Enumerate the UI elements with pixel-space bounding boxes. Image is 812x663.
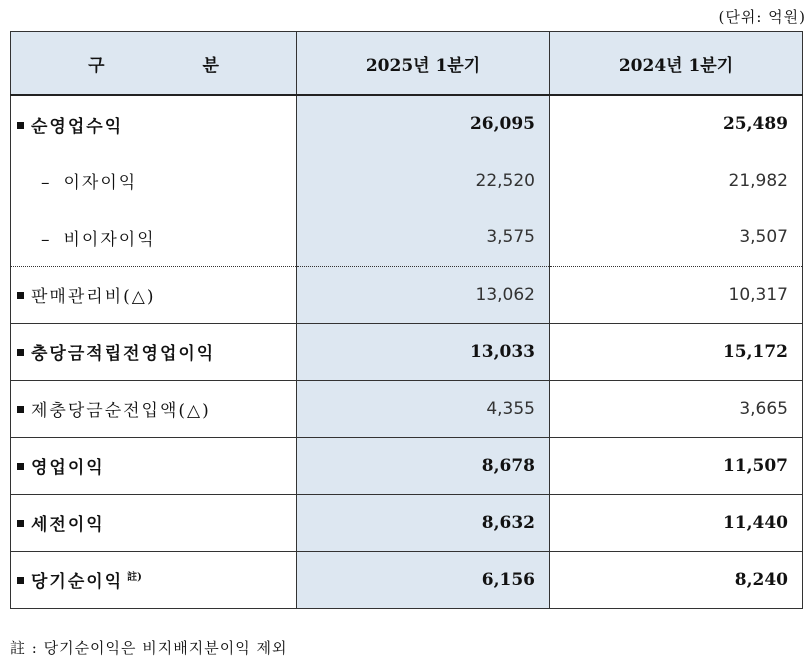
bullet-icon [17,577,24,584]
table-header-row [11,32,803,96]
row-label [11,209,297,266]
previous-value: 10,317 [550,266,803,323]
table-row-pre-provision-operating-profit [11,323,803,380]
row-label-text: 순영업수익 [31,116,124,137]
current-value: 4,355 [297,380,550,437]
footnote-marker: 註) [127,572,142,584]
footnote: 註 : 당기순이익은 비지배지분이익 제외 [10,639,288,657]
table-row-interest-income [11,152,803,209]
previous-value: 15,172 [550,323,803,380]
financial-summary-table [10,31,803,609]
dash-icon: – [41,173,52,193]
previous-value: 21,982 [550,152,803,209]
bullet-icon [17,349,24,356]
row-label-text: 영업이익 [31,458,105,478]
bullet-icon [17,292,24,299]
table-row-operating-profit [11,437,803,494]
current-value: 6,156 [297,551,550,608]
row-label-text: 비이자이익 [63,229,156,250]
bullet-icon [17,122,24,129]
row-label [11,323,297,380]
row-label [11,95,297,152]
dash-icon: – [41,229,52,250]
bullet-icon [17,520,24,527]
previous-value: 3,665 [550,380,803,437]
row-label [11,380,297,437]
current-value: 13,062 [297,266,550,323]
row-label [11,266,297,323]
header-previous-period: 2024년 1분기 [550,32,803,96]
row-label-text: 충당금적립전영업이익 [31,344,216,364]
row-label-text: 세전이익 [31,515,105,535]
header-category: 구 분 [11,32,297,96]
previous-value: 11,507 [550,437,803,494]
previous-value: 3,507 [550,209,803,266]
table-row-non-interest-income [11,209,803,266]
bullet-icon [17,406,24,413]
current-value: 13,033 [297,323,550,380]
table-row-sga-expenses [11,266,803,323]
row-label [11,551,297,608]
table-row-pretax-profit [11,494,803,551]
previous-value: 8,240 [550,551,803,608]
table-row-provisions [11,380,803,437]
row-label [11,437,297,494]
current-value: 26,095 [297,95,550,152]
row-label [11,494,297,551]
table-row-net-income [11,551,803,608]
current-value: 8,632 [297,494,550,551]
row-label-text: 판매관리비(△) [31,287,156,307]
previous-value: 11,440 [550,494,803,551]
row-label [11,152,297,209]
header-current-period: 2025년 1분기 [297,32,550,96]
table-row-net-operating-revenue [11,95,803,152]
current-value: 22,520 [297,152,550,209]
current-value: 3,575 [297,209,550,266]
unit-label: (단위: 억원) [718,8,806,26]
row-label-text: 당기순이익 [31,572,124,592]
previous-value: 25,489 [550,95,803,152]
row-label-text: 이자이익 [63,173,138,193]
current-value: 8,678 [297,437,550,494]
row-label-text: 제충당금순전입액(△) [31,401,211,421]
bullet-icon [17,463,24,470]
